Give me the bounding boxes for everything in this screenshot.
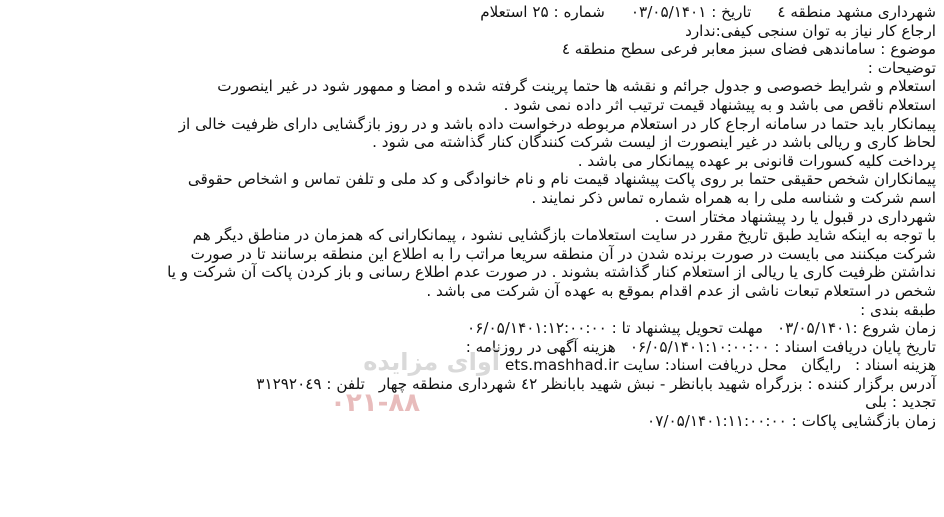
documents-line [8,338,936,357]
body-line: پرداخت کلیه کسورات قانونی بر عهده پیمانکار می باشد . [577,151,936,170]
tender-date: تاریخ : ۰۳/۰۵/۱۴۰۱ [630,3,752,21]
proposal-deadline: مهلت تحویل پیشنهاد تا : ۰۶/۰۵/۱۴۰۱:۱۲:۰۰:۰۰ [467,319,763,338]
body-line: پیمانکاران شخص حقیقی حتما بر روی پاکت پیشنهاد قیمت نام و نام خانوادگی و کد ملی و تلفن تماس و اشخاص حقوقی [187,170,936,189]
organization: شهرداری مشهد منطقه ٤ [777,3,936,21]
watermark-text: آوای مزایده [363,348,500,376]
document-place: محل دریافت اسناد: سایت [623,356,787,375]
header-line [8,3,936,22]
organizer-address: آدرس برگزار کننده : بزرگراه شهید بابانظر - نبش شهید بابانظر ٤۲ شهرداری منطقه چهار [378,374,936,393]
document-end-date: تاریخ پایان دریافت اسناد : ۰۶/۰۵/۱۴۰۱:۱۰:۰۰:۰۰ [629,337,936,356]
ad-cost: هزینه آگهی در روزنامه : [465,337,616,356]
renewal-line: تجدید : بلی [865,393,936,412]
tender-document [8,3,936,431]
classification-label: طبقه بندی : [860,300,936,319]
document-cost-label: هزینه اسناد : [854,356,936,375]
start-time: زمان شروع :۰۳/۰۵/۱۴۰۱ [776,319,936,338]
schedule-line [8,319,936,338]
body-line: شرکت میکنند می بایست در صورت برنده شدن در آن منطقه سریعا مراتب را به اطلاع این منطقه برسانند تا در صورت [190,244,936,263]
referral-line: ارجاع کار نیاز به توان سنجی کیفی:ندارد [685,21,936,40]
body-line: استعلام ناقص می باشد و به پیشنهاد قیمت ترتیب اثر داده نمی شود . [503,95,936,114]
organizer-phone: تلفن : ۳۱۲۹۲۰٤۹ [256,374,365,393]
document-site-link[interactable]: ets.mashhad.ir [505,356,619,375]
address-line [8,375,936,394]
body-line: نداشتن ظرفیت کاری یا ریالی از استعلام کنار گذاشته بشوند . در صورت عدم اطلاع رسانی و باز کردن پاکت آن شرکت و یا [167,263,936,282]
body-line: اسم شرکت و شناسه ملی را به همراه شماره تماس ذکر نمایند . [531,188,936,207]
body-line: با توجه به اینکه شاید طبق تاریخ مقرر در سایت استعلامات بازگشایی نشود ، پیمانکارانی که همزمان در مناطق دیگر هم [192,226,936,245]
subject-line: موضوع : ساماندهی فضای سبز معابر فرعی سطح منطقه ٤ [561,40,936,59]
body-line: شهرداری در قبول یا رد پیشنهاد مختار است . [654,207,936,226]
description-label: توضیحات : [867,58,936,77]
document-cost-line [8,356,936,375]
body-line: پیمانکار باید حتما در سامانه ارجاع کار در استعلام مربوطه درخواست داده باشد و در روز بازگشایی دارای ظرفیت خالی از [178,114,936,133]
body-line: لحاظ کاری و ریالی باشد در غیر اینصورت از لیست شرکت کنندگان کنار گذاشته می شود . [372,133,936,152]
watermark-phone: ۰۲۱-۸۸ [330,388,421,418]
body-line: شخص در استعلام تبعات ناشی از عدم اقدام بموقع به عهده آن شرکت می باشد . [426,281,936,300]
opening-line: زمان بازگشایی پاکات : ۰۷/۰۵/۱۴۰۱:۱۱:۰۰:۰۰ [647,412,936,431]
tender-number: شماره : ۲۵ استعلام [480,3,605,21]
document-cost-value: رایگان [801,356,841,375]
body-line: استعلام و شرایط خصوصی و جدول جرائم و نقشه ها حتما پرینت گرفته شده و امضا و ممهور شود در غیر اینصورت [217,77,936,96]
